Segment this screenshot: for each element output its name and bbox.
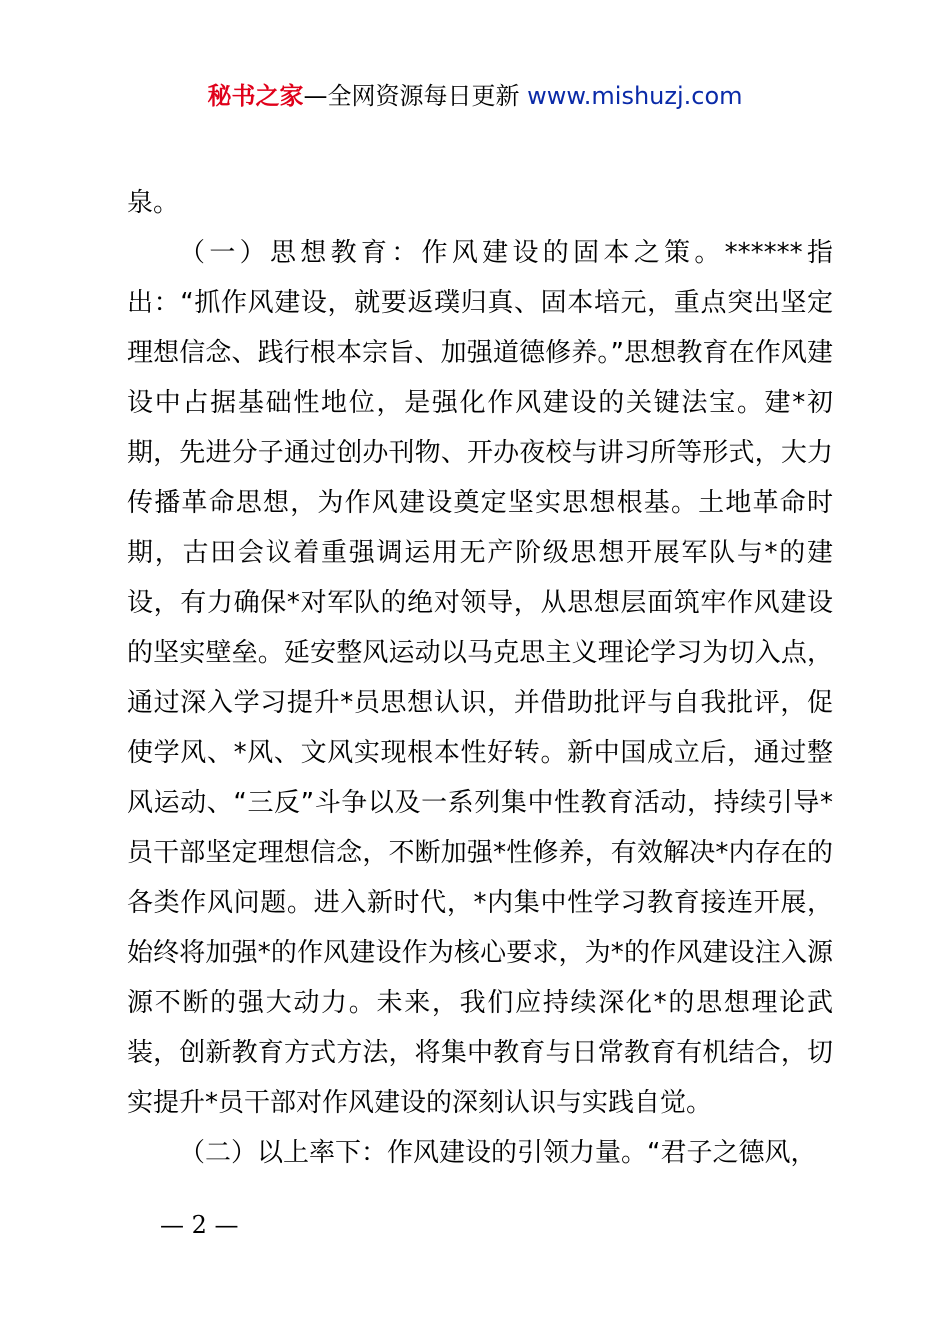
header-url[interactable]: www.mishuzj.com: [527, 82, 743, 110]
paragraph-continuation: 泉。: [127, 188, 180, 218]
document-body: [127, 178, 833, 1178]
header-brand: 秘书之家: [207, 82, 304, 110]
header-slogan: —全网资源每日更新: [303, 82, 528, 110]
page-header: [0, 80, 950, 112]
page-number: — 2 —: [160, 1211, 239, 1239]
paragraph-section-one: （一）思想教育：作风建设的固本之策。******指出：“抓作风建设，就要返璞归真、固本培元，重点突出坚定理想信念、践行根本宗旨、加强道德修养。”思想教育在作风建设中占据基础性地位，是强化作风建设的关键法宝。建*初期，先进分子通过创办刊物、开办夜校与讲习所等形式，大力传播革命思想，为作风建设奠定坚实思想根基。土地革命时期，古田会议着重强调运用无产阶级思想开展军队与*的建设，有力确保*对军队的绝对领导，从思想层面筑牢作风建设的坚实壁垒。延安整风运动以马克思主义理论学习为切入点，通过深入学习提升*员思想认识，并借助批评与自我批评，促使学风、*风、文风实现根本性好转。新中国成立后，通过整风运动、“三反”斗争以及一系列集中性教育活动，持续引导*员干部坚定理想信念，不断加强*性修养，有效解决*内存在的各类作风问题。进入新时代，*内集中性学习教育接连开展，始终将加强*的作风建设作为核心要求，为*的作风建设注入源源不断的强大动力。未来，我们应持续深化*的思想理论武装，创新教育方式方法，将集中教育与日常教育有机结合，切实提升*员干部对作风建设的深刻认识与实践自觉。: [127, 238, 833, 1118]
paragraph-section-two: （二）以上率下：作风建设的引领力量。“君子之德风，: [179, 1138, 817, 1168]
